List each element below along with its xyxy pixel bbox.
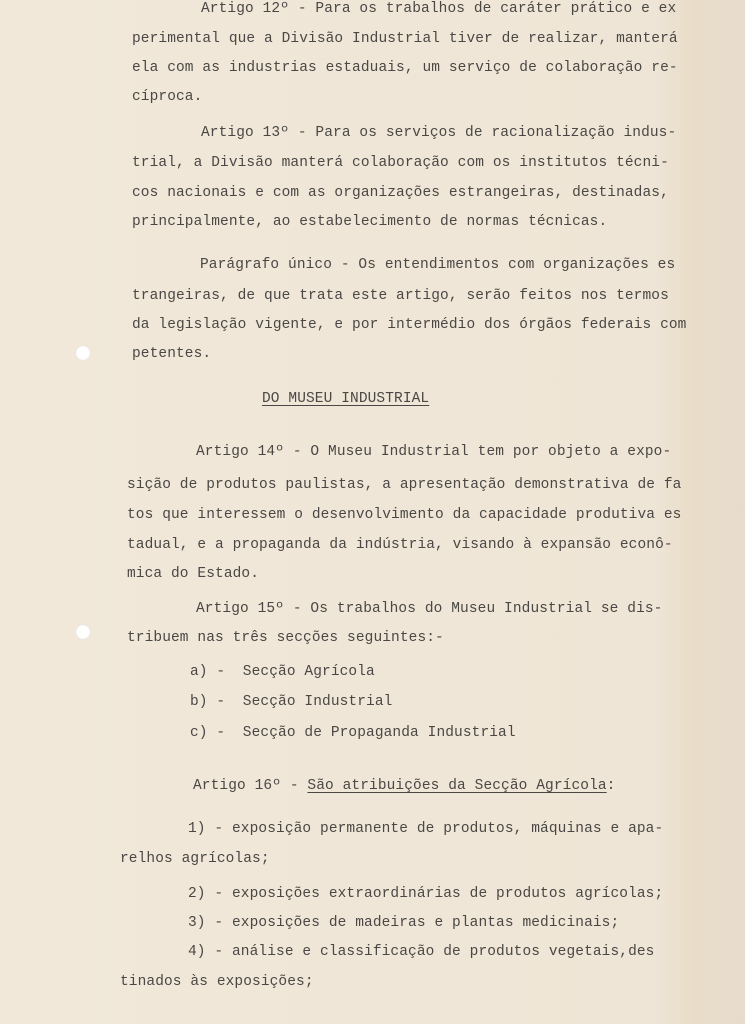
text-line: Parágrafo único - Os entendimentos com organizações es bbox=[200, 257, 676, 273]
text-line: trangeiras, de que trata este artigo, serão feitos nos termos bbox=[132, 288, 669, 304]
punch-hole bbox=[75, 624, 91, 640]
text-line: Artigo 14º - O Museu Industrial tem por objeto a expo- bbox=[196, 444, 672, 460]
text-line: ela com as industrias estaduais, um serviço de colaboração re- bbox=[132, 60, 678, 76]
text-line: tribuem nas três secções seguintes:- bbox=[127, 630, 444, 646]
text-line: tadual, e a propaganda da indústria, visando à expansão econô- bbox=[127, 537, 673, 553]
list-item: 1) - exposição permanente de produtos, máquinas e apa- bbox=[188, 821, 664, 837]
text-line: relhos agrícolas; bbox=[120, 851, 270, 867]
text-line: Artigo 13º - Para os serviços de racionalização indus- bbox=[201, 125, 677, 141]
punch-hole bbox=[75, 345, 91, 361]
text-line: cos nacionais e com as organizações estrangeiras, destinadas, bbox=[132, 185, 669, 201]
text-line: tinados às exposições; bbox=[120, 974, 314, 990]
article-16-prefix: Artigo 16º - bbox=[193, 778, 308, 794]
text-line: sição de produtos paulistas, a apresentação demonstrativa de fa bbox=[127, 477, 682, 493]
article-16-suffix: : bbox=[606, 778, 616, 794]
list-item: b) - Secção Industrial bbox=[190, 694, 393, 710]
article-16-title: São atribuições da Secção Agrícola bbox=[307, 778, 607, 794]
text-line: cíproca. bbox=[132, 89, 203, 105]
list-item: 3) - exposições de madeiras e plantas medicinais; bbox=[188, 915, 620, 931]
text-line: principalmente, ao estabelecimento de normas técnicas. bbox=[132, 214, 608, 230]
section-heading: DO MUSEU INDUSTRIAL bbox=[262, 391, 430, 407]
text-line: Artigo 12º - Para os trabalhos de caráter prático e ex bbox=[201, 1, 677, 17]
paper-edge-shade bbox=[695, 0, 745, 1024]
text-line: Artigo 15º - Os trabalhos do Museu Industrial se dis- bbox=[196, 601, 663, 617]
list-item: a) - Secção Agrícola bbox=[190, 664, 375, 680]
text-line: mica do Estado. bbox=[127, 566, 260, 582]
text-line: trial, a Divisão manterá colaboração com os institutos técni- bbox=[132, 155, 669, 171]
text-line: perimental que a Divisão Industrial tiver de realizar, manterá bbox=[132, 31, 678, 47]
text-line: petentes. bbox=[132, 346, 212, 362]
list-item: c) - Secção de Propaganda Industrial bbox=[190, 725, 516, 741]
list-item: 2) - exposições extraordinárias de produtos agrícolas; bbox=[188, 886, 664, 902]
text-line: da legislação vigente, e por intermédio dos órgãos federais com bbox=[132, 317, 687, 333]
article-16-heading bbox=[193, 777, 615, 795]
list-item: 4) - análise e classificação de produtos vegetais,des bbox=[188, 944, 655, 960]
text-line: tos que interessem o desenvolvimento da capacidade produtiva es bbox=[127, 507, 682, 523]
